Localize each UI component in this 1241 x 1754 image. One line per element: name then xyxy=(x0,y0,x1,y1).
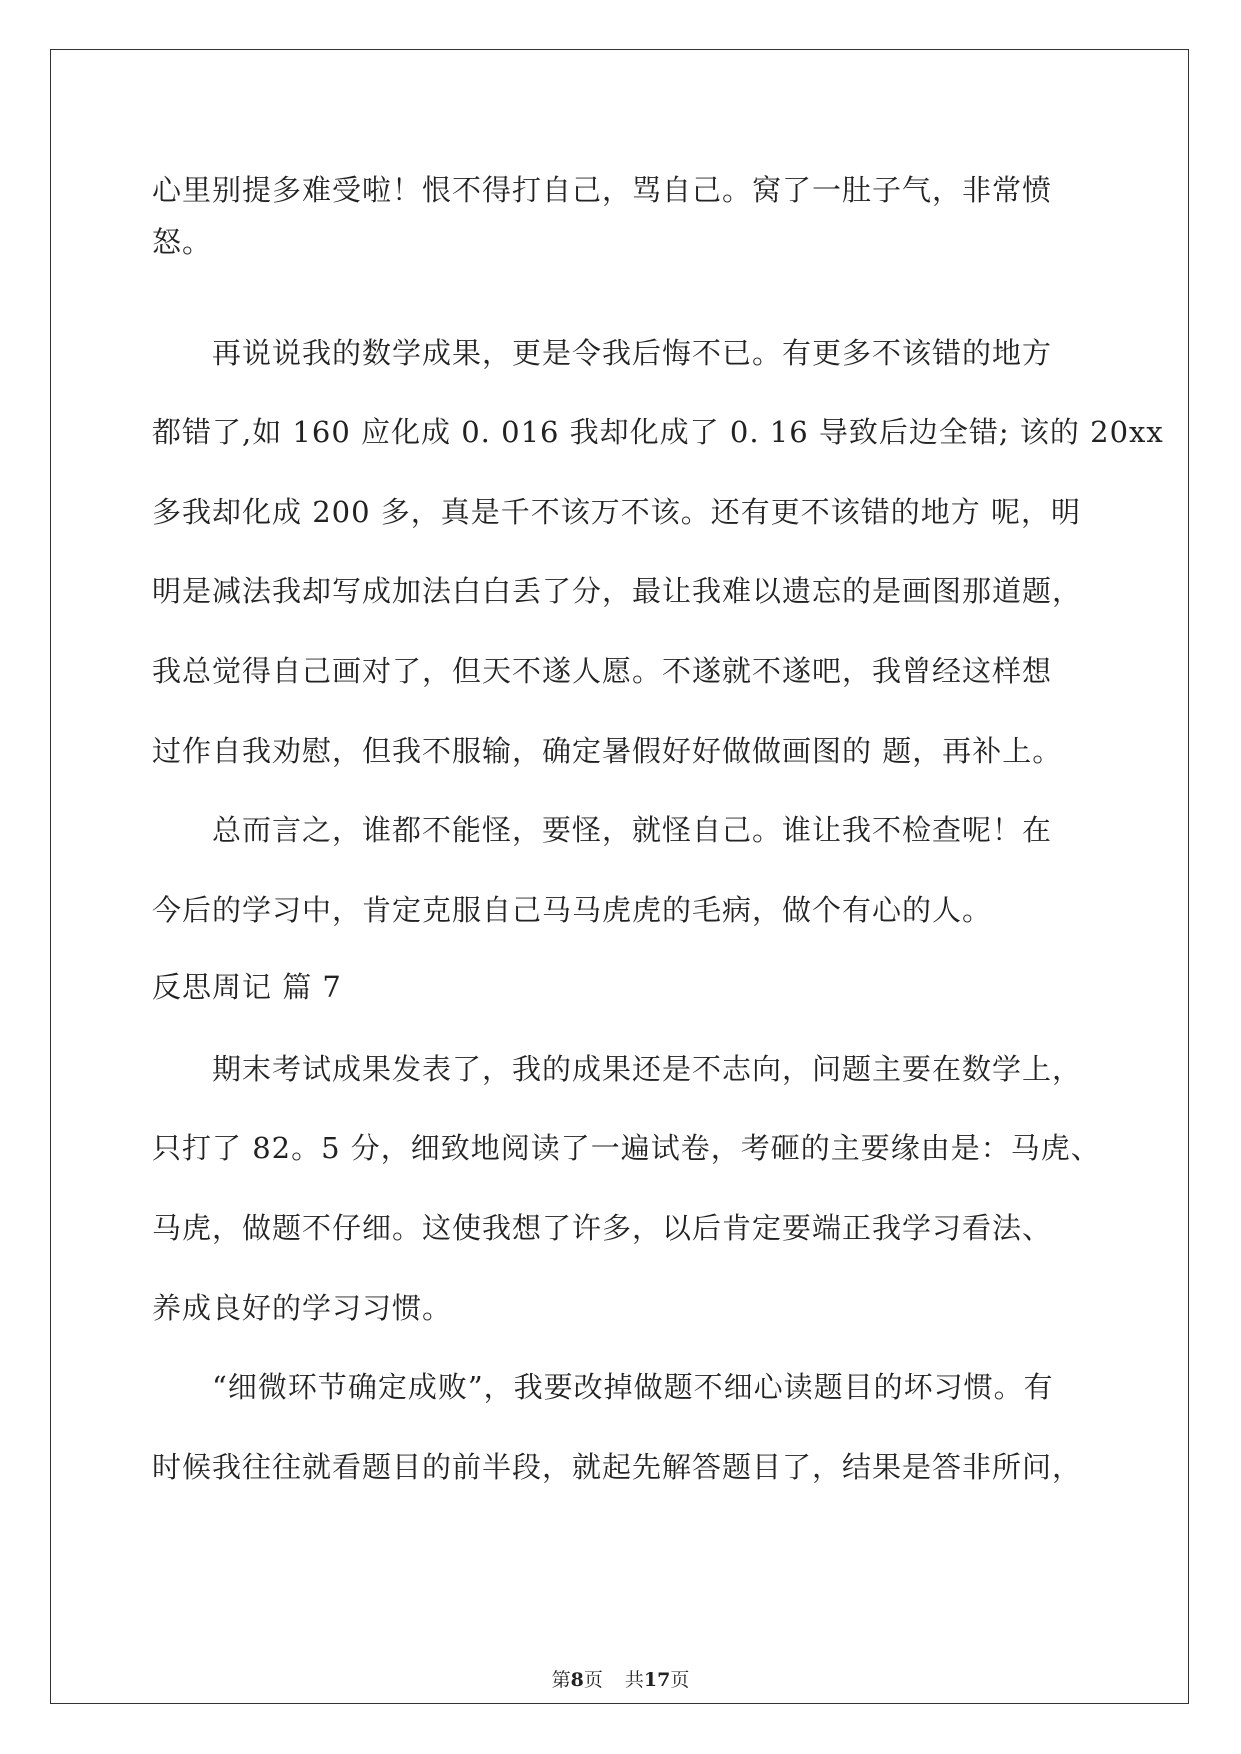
text-line: 都错了,如 160 应化成 0. 016 我却化成了 0. 16 导致后边全错; 该的 20xx xyxy=(152,415,1164,449)
text-line: 多我却化成 200 多，真是千不该万不该。还有更不该错的地方 呢，明 xyxy=(152,495,1082,529)
text-line: 过作自我劝慰，但我不服输，确定暑假好好做做画图的 题，再补上。 xyxy=(152,734,1063,768)
text-line: 怒。 xyxy=(152,225,213,259)
text-line: 养成良好的学习习惯。 xyxy=(152,1291,453,1325)
footer-total-prefix: 共 xyxy=(624,1669,644,1691)
footer-page-number: 8 xyxy=(570,1669,584,1691)
text-line: 明是减法我却写成加法白白丢了分，最让我难以遗忘的是画图那道题， xyxy=(152,574,1083,608)
footer-page-suffix: 页 xyxy=(583,1669,603,1691)
text-line: 再说说我的数学成果，更是令我后悔不已。有更多不该错的地方 xyxy=(212,336,1053,370)
text-line: 今后的学习中，肯定克服自己马马虎虎的毛病，做个有心的人。 xyxy=(152,893,993,927)
footer-page-prefix: 第 xyxy=(551,1669,571,1691)
text-line: 我总觉得自己画对了，但天不遂人愿。不遂就不遂吧，我曾经这样想 xyxy=(152,654,1053,688)
section-heading: 反思周记 篇 7 xyxy=(152,970,342,1004)
page-footer xyxy=(0,1668,1241,1692)
text-line: 总而言之，谁都不能怪，要怪，就怪自己。谁让我不检查呢！在 xyxy=(212,813,1053,847)
text-line: 心里别提多难受啦！恨不得打自己，骂自己。窝了一肚子气，非常愤 xyxy=(152,173,1053,207)
text-line: 只打了 82。5 分，细致地阅读了一遍试卷，考砸的主要缘由是：马虎、 xyxy=(152,1131,1101,1165)
footer-total-pages: 17 xyxy=(643,1669,671,1691)
text-line: 时候我往往就看题目的前半段，就起先解答题目了，结果是答非所问， xyxy=(152,1450,1083,1484)
footer-total-suffix: 页 xyxy=(670,1669,690,1691)
text-line: 期末考试成果发表了，我的成果还是不志向，问题主要在数学上， xyxy=(212,1052,1083,1086)
text-line: “细微环节确定成败”，我要改掉做题不细心读题目的坏习惯。有 xyxy=(212,1370,1054,1404)
text-line: 马虎，做题不仔细。这使我想了许多，以后肯定要端正我学习看法、 xyxy=(152,1211,1053,1245)
